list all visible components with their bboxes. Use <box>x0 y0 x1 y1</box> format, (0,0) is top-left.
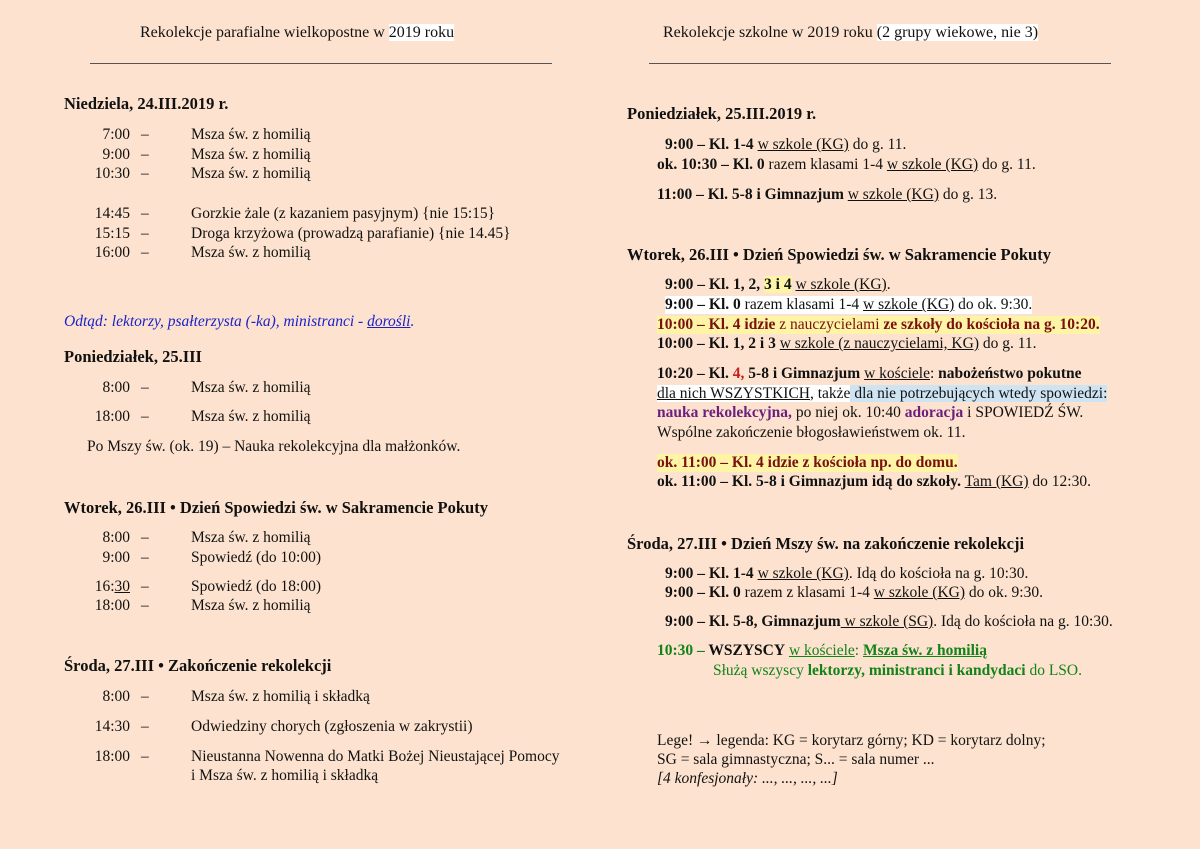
title-divider <box>90 63 552 64</box>
school-retreat-title: Rekolekcje szkolne w 2019 roku (2 grupy wiekowe, nie 3) <box>663 24 1039 41</box>
title-divider <box>649 63 1111 64</box>
schedule-line: Wspólne zakończenie błogosławieństwem ok. 11. <box>657 424 966 441</box>
legend-line: SG = sala gimnastyczna; S... = sala numer ... <box>657 751 935 768</box>
schedule-line: nauka rekolekcyjna, po niej ok. 10:40 adoracja i SPOWIEDŹ ŚW. <box>657 404 1084 421</box>
tuesday-heading: Wtorek, 26.III • Dzień Spowiedzi św. w Sakramencie Pokuty <box>627 245 1051 264</box>
schedule-line: ok. 11:00 – Kl. 5-8 i Gimnazjum idą do szkoły. Tam (KG) do 12:30. <box>657 473 1091 490</box>
schedule-line: 10:30 – WSZYSCY w kościele: Msza św. z homilią <box>657 642 987 659</box>
schedule-line: dla nich WSZYSTKICH, także dla nie potrzebujących wtedy spowiedzi: <box>657 385 1108 402</box>
schedule-line: 9:00 – Kl. 0 razem klasami 1-4 w szkole (KG) do ok. 9:30. <box>665 296 1033 313</box>
schedule-line: 9:00 – Kl. 1, 2, 3 i 4 w szkole (KG). <box>665 276 891 293</box>
schedule-line: 9:00 – Kl. 0 razem z klasami 1-4 w szkole (KG) do ok. 9:30. <box>665 584 1043 601</box>
wednesday-heading: Środa, 27.III • Zakończenie rekolekcji <box>64 656 332 675</box>
highlighted-schedule-line: 10:00 – Kl. 4 idzie z nauczycielami ze szkoły do kościoła na g. 10:20. <box>657 316 1100 333</box>
tuesday-heading: Wtorek, 26.III • Dzień Spowiedzi św. w Sakramencie Pokuty <box>64 498 488 517</box>
legend-line: [4 konfesjonały: ..., ..., ..., ...] <box>657 770 838 787</box>
schedule-line: ok. 10:30 – Kl. 0 razem klasami 1-4 w szkole (KG) do g. 11. <box>657 156 1036 173</box>
schedule-line: 9:00 – Kl. 5-8, Gimnazjum w szkole (SG). Idą do kościoła na g. 10:30. <box>665 613 1113 630</box>
monday-heading: Poniedziałek, 25.III.2019 r. <box>627 104 817 123</box>
highlighted-schedule-line: ok. 11:00 – Kl. 4 idzie z kościoła np. do domu. <box>657 454 958 471</box>
marriage-talk-note: Po Mszy św. (ok. 19) – Nauka rekolekcyjna dla małżonków. <box>87 438 461 455</box>
legend-line: Lege! → legenda: KG = korytarz górny; KD = korytarz dolny; <box>657 732 1046 749</box>
schedule-line: Służą wszyscy lektorzy, ministranci i kandydaci do LSO. <box>713 662 1082 679</box>
schedule-line: 10:00 – Kl. 1, 2 i 3 w szkole (z nauczycielami, KG) do g. 11. <box>657 335 1037 352</box>
monday-heading: Poniedziałek, 25.III <box>64 347 202 366</box>
parish-retreat-title: Rekolekcje parafialne wielkopostne w 2019 roku <box>140 24 455 41</box>
schedule-line: 9:00 – Kl. 1-4 w szkole (KG) do g. 11. <box>665 136 907 153</box>
schedule-line: 10:20 – Kl. 4, 5-8 i Gimnazjum w kościele: nabożeństwo pokutne <box>657 365 1082 382</box>
servers-note: Odtąd: lektorzy, psałterzysta (-ka), ministranci - dorośli. <box>64 313 415 330</box>
schedule-line: 11:00 – Kl. 5-8 i Gimnazjum w szkole (KG) do g. 13. <box>657 186 998 203</box>
schedule-line: 9:00 – Kl. 1-4 w szkole (KG). Idą do kościoła na g. 10:30. <box>665 565 1029 582</box>
wednesday-heading: Środa, 27.III • Dzień Mszy św. na zakończenie rekolekcji <box>627 534 1025 553</box>
sunday-heading: Niedziela, 24.III.2019 r. <box>64 94 229 113</box>
